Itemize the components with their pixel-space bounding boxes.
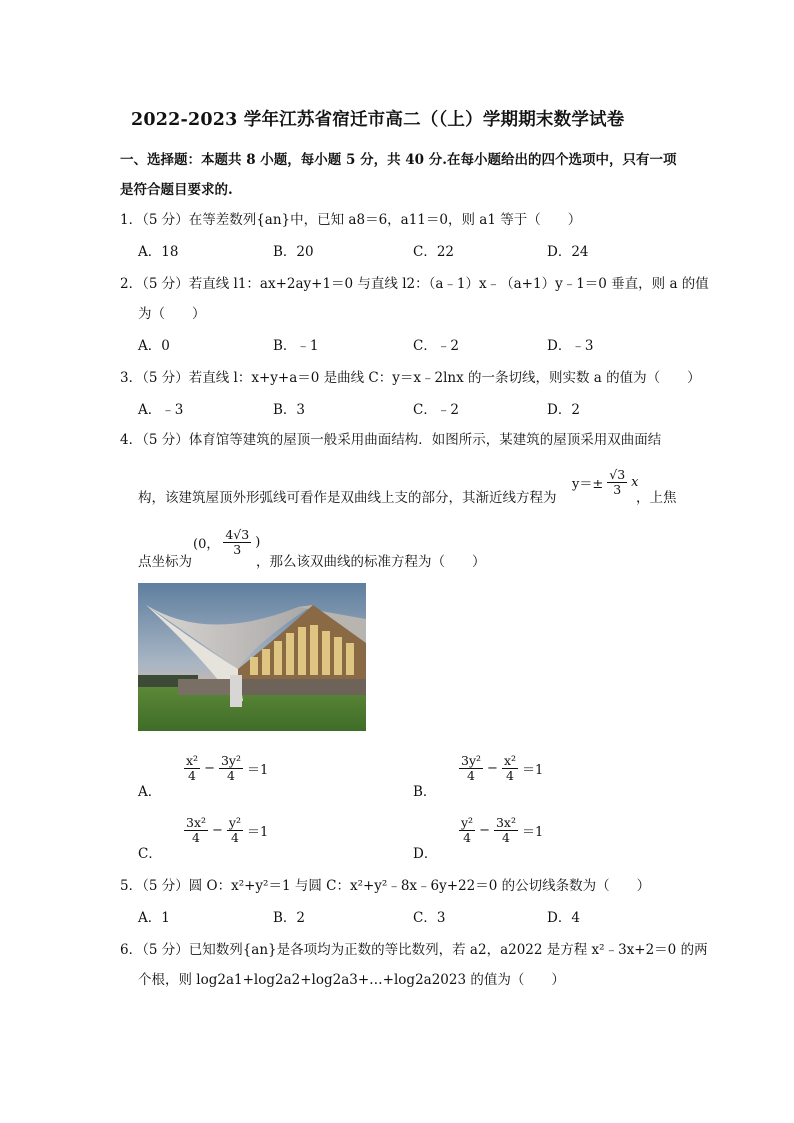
building-photo — [138, 583, 366, 731]
q4c-term2-den: 4 — [230, 829, 239, 845]
asymptote-formula — [572, 468, 639, 497]
asymptote-fraction — [607, 468, 627, 497]
q4b-rhs: ＝1 — [522, 762, 544, 778]
asymptote-lhs: y＝± — [572, 476, 604, 492]
section-header-line1: 一、选择题：本题共 8 小题，每小题 5 分，共 40 分.在每小题给出的四个选项中，只有一项 — [120, 152, 677, 168]
q4b-term2 — [502, 754, 518, 783]
q4-option-b-label: B． — [413, 784, 437, 800]
q4c-minus: − — [212, 822, 223, 838]
question-4-stem-focus-prefix: 点坐标为 — [138, 554, 192, 570]
q4a-term1-den: 4 — [188, 767, 196, 783]
q4-option-c-label: C． — [138, 846, 162, 862]
focus-numerator: 4√3 — [225, 527, 250, 542]
q4-option-a-equation — [184, 754, 268, 783]
question-1-stem: 1．（5 分）在等差数列{an}中，已知 a8＝6，a11＝0，则 a1 等于（ ） — [120, 212, 582, 228]
q4-option-c-equation — [184, 816, 268, 845]
q4c-rhs: ＝1 — [247, 824, 269, 840]
q4a-term2-den: 4 — [227, 767, 235, 783]
focus-fraction — [223, 528, 251, 557]
q1-option-d[interactable]: D．24 — [547, 244, 589, 260]
q1-option-c[interactable]: C．22 — [413, 244, 455, 260]
q3-option-a[interactable]: A．﹣3 — [138, 402, 184, 418]
question-2-stem-cont: 为（ ） — [138, 306, 206, 322]
q4a-minus: − — [204, 760, 215, 776]
q2-option-d[interactable]: D．﹣3 — [547, 338, 594, 354]
question-4-stem-tail: ，上焦 — [636, 490, 677, 506]
q4d-term2 — [494, 816, 518, 845]
q4a-term1-num: x² — [186, 753, 199, 768]
question-4-stem: 4．（5 分）体育馆等建筑的屋顶一般采用曲面结构．如图所示，某建筑的屋顶采用双曲面结 — [120, 432, 662, 448]
hyperbolic-roof-building-image — [138, 583, 366, 731]
q4c-term2-num: y² — [228, 815, 241, 830]
q4a-term2 — [219, 754, 243, 783]
q4d-rhs: ＝1 — [522, 824, 544, 840]
q3-option-d[interactable]: D．2 — [547, 402, 580, 418]
q4d-term1-num: y² — [461, 815, 474, 830]
section-header-line2: 是符合题目要求的. — [120, 182, 233, 198]
q1-option-a[interactable]: A．18 — [138, 244, 179, 260]
question-5-stem: 5．（5 分）圆 O：x²+y²＝1 与圆 C：x²+y²﹣8x﹣6y+22＝0 的公切线条数为（ ） — [120, 878, 651, 894]
q4-option-d-equation — [459, 816, 543, 845]
q4c-term1-num: 3x² — [186, 815, 207, 830]
q2-option-a[interactable]: A．0 — [138, 338, 170, 354]
q5-option-c[interactable]: C．3 — [413, 910, 446, 926]
q3-option-b[interactable]: B．3 — [273, 402, 306, 418]
q4d-minus: − — [479, 822, 490, 838]
question-6-stem: 6．（5 分）已知数列{an}是各项均为正数的等比数列，若 a2，a2022 是方程 x²﹣3x+2＝0 的两 — [120, 942, 708, 958]
q4b-term1 — [459, 754, 483, 783]
q4a-rhs: ＝1 — [247, 762, 269, 778]
q4d-term1 — [459, 816, 475, 845]
asymptote-numerator: √3 — [609, 467, 626, 482]
q4a-term2-num: 3y² — [220, 753, 241, 768]
q2-option-c[interactable]: C．﹣2 — [413, 338, 459, 354]
asymptote-var: x — [631, 474, 639, 490]
q4b-term2-num: x² — [503, 753, 516, 768]
question-4-stem-cont: 构，该建筑屋顶外形弧线可看作是双曲线上支的部分，其渐近线方程为 — [138, 490, 557, 506]
q4b-term1-den: 4 — [467, 767, 475, 783]
q4b-term1-num: 3y² — [461, 753, 482, 768]
q4c-term1-den: 4 — [192, 829, 200, 845]
q4-option-d-label: D． — [413, 846, 438, 862]
q3-option-c[interactable]: C．﹣2 — [413, 402, 459, 418]
q4c-term1 — [184, 816, 208, 845]
focus-open: (0， — [193, 536, 220, 552]
q4d-term2-num: 3x² — [495, 815, 516, 830]
q5-option-d[interactable]: D．4 — [547, 910, 580, 926]
q1-option-b[interactable]: B．20 — [273, 244, 314, 260]
q4c-term2 — [227, 816, 243, 845]
q4b-term2-den: 4 — [505, 767, 514, 783]
focus-close: ) — [255, 534, 261, 550]
question-4-stem-end: ，那么该双曲线的标准方程为（ ） — [256, 554, 486, 570]
question-6-stem-cont: 个根，则 log2a1+log2a2+log2a3+…+log2a2023 的值为（ ） — [138, 972, 565, 988]
q4d-term2-den: 4 — [502, 829, 510, 845]
q4-option-a-label: A． — [138, 784, 162, 800]
asymptote-denominator: 3 — [613, 481, 622, 497]
q4-option-b-equation — [459, 754, 543, 783]
q4b-minus: − — [487, 760, 498, 776]
question-3-stem: 3．（5 分）若直线 l：x+y+a＝0 是曲线 C：y＝x﹣2lnx 的一条切线，则实数 a 的值为（ ） — [120, 370, 701, 386]
focus-coordinate — [193, 528, 260, 557]
q5-option-a[interactable]: A．1 — [138, 910, 170, 926]
q4a-term1 — [184, 754, 200, 783]
q5-option-b[interactable]: B．2 — [273, 910, 306, 926]
q4d-term1-den: 4 — [463, 829, 472, 845]
focus-denominator: 3 — [233, 541, 242, 557]
page-title: 2022-2023 学年江苏省宿迁市高二（（上）学期期末数学试卷 — [131, 110, 625, 130]
q2-option-b[interactable]: B．﹣1 — [273, 338, 319, 354]
question-2-stem: 2．（5 分）若直线 l1：ax+2ay+1＝0 与直线 l2：（a﹣1）x﹣（a+1）y﹣1＝0 垂直，则 a 的值 — [120, 276, 709, 292]
